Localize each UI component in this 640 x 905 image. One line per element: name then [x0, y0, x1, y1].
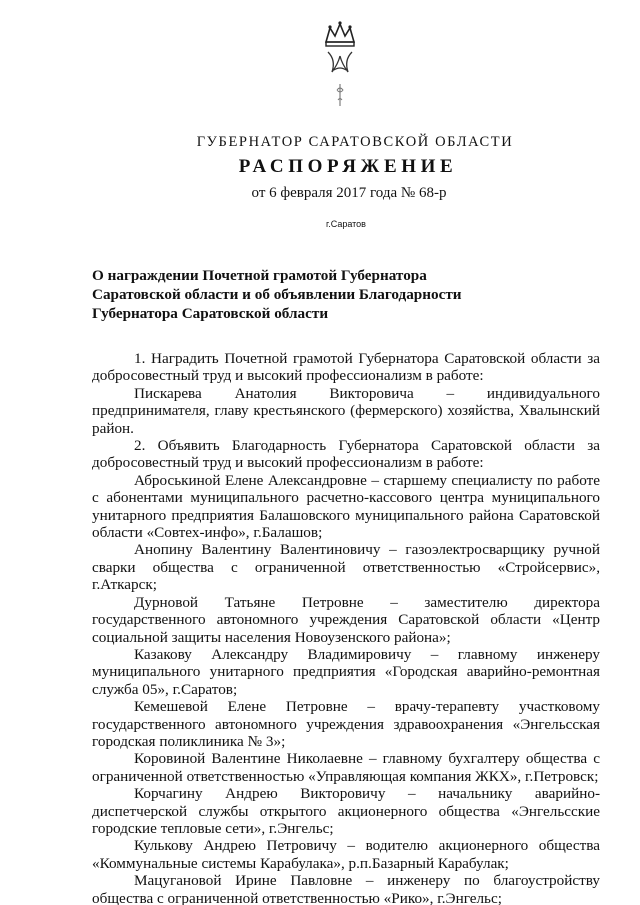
body-paragraph: Пискарева Анатолия Викторовича – индивидуального предпринимателя, главу крестьянского (фермерского) хозяйства, Хвалынский район.: [92, 384, 600, 437]
document-date-number: от 6 февраля 2017 года № 68-р: [251, 185, 447, 201]
body-paragraph: Анопину Валентину Валентиновичу – газоэлектросварщику ручной сварки общества с ограниченной ответственностью «Стройсервис», г.Аткарск;: [92, 541, 600, 594]
body-paragraph: Кулькову Андрею Петровичу – водителю акционерного общества «Коммунальные системы Карабулака», р.п.Базарный Карабулак;: [92, 837, 600, 872]
subject-line: О награждении Почетной грамотой Губернатора: [92, 267, 427, 284]
document-city: г.Саратов: [326, 219, 366, 229]
body-paragraph: Аброськиной Елене Александровне – старшему специалисту по работе с абонентами муниципального расчетно-кассового центра муниципального унитарного предприятия Балашовского муниципального района Саратовской области «Совтех-инфо», г.Балашов;: [92, 471, 600, 542]
body-paragraph: Дурновой Татьяне Петровне – заместителю директора государственного автономного учреждения Саратовской области «Центр социальной защиты населения Новоузенского района»;: [92, 593, 600, 646]
document-type-heading: РАСПОРЯЖЕНИЕ: [238, 156, 458, 177]
body-paragraph: Кемешевой Елене Петровне – врачу-терапевту участковому государственного автономного учреждения здравоохранения «Энгельсская городская поликлиника № 3»;: [92, 698, 600, 750]
body-paragraph: Мацугановой Ирине Павловне – инженеру по благоустройству общества с ограниченной ответственностью «Рико», г.Энгельс;: [92, 872, 600, 905]
body-paragraph: Коровиной Валентине Николаевне – главному бухгалтеру общества с ограниченной ответственностью «Управляющая компания ЖКХ», г.Петровск;: [92, 750, 600, 785]
body-paragraph: 2. Объявить Благодарность Губернатора Саратовской области за добросовестный труд и высокий профессионализм в работе:: [92, 437, 600, 472]
subject-line: Саратовской области и об объявлении Благодарности: [92, 286, 462, 303]
body-paragraph: Корчагину Андрею Викторовичу – начальнику аварийно-диспетчерской службы открытого акционерного общества «Энгельсские городские тепловые сети», г.Энгельс;: [92, 785, 600, 837]
document-subject: [92, 266, 552, 323]
body-paragraph: Казакову Александру Владимировичу – главному инженеру муниципального унитарного предприятия «Городская аварийно-ремонтная служба 05», г.Саратов;: [92, 645, 600, 698]
government-title: ГУБЕРНАТОР САРАТОВСКОЙ ОБЛАСТИ: [196, 134, 514, 150]
body-paragraph: 1. Наградить Почетной грамотой Губернатора Саратовской области за добросовестный труд и высокий профессионализм в работе:: [92, 350, 600, 385]
subject-line: Губернатора Саратовской области: [92, 305, 329, 322]
coat-of-arms-emblem: [318, 20, 362, 120]
document-body: [92, 350, 600, 905]
